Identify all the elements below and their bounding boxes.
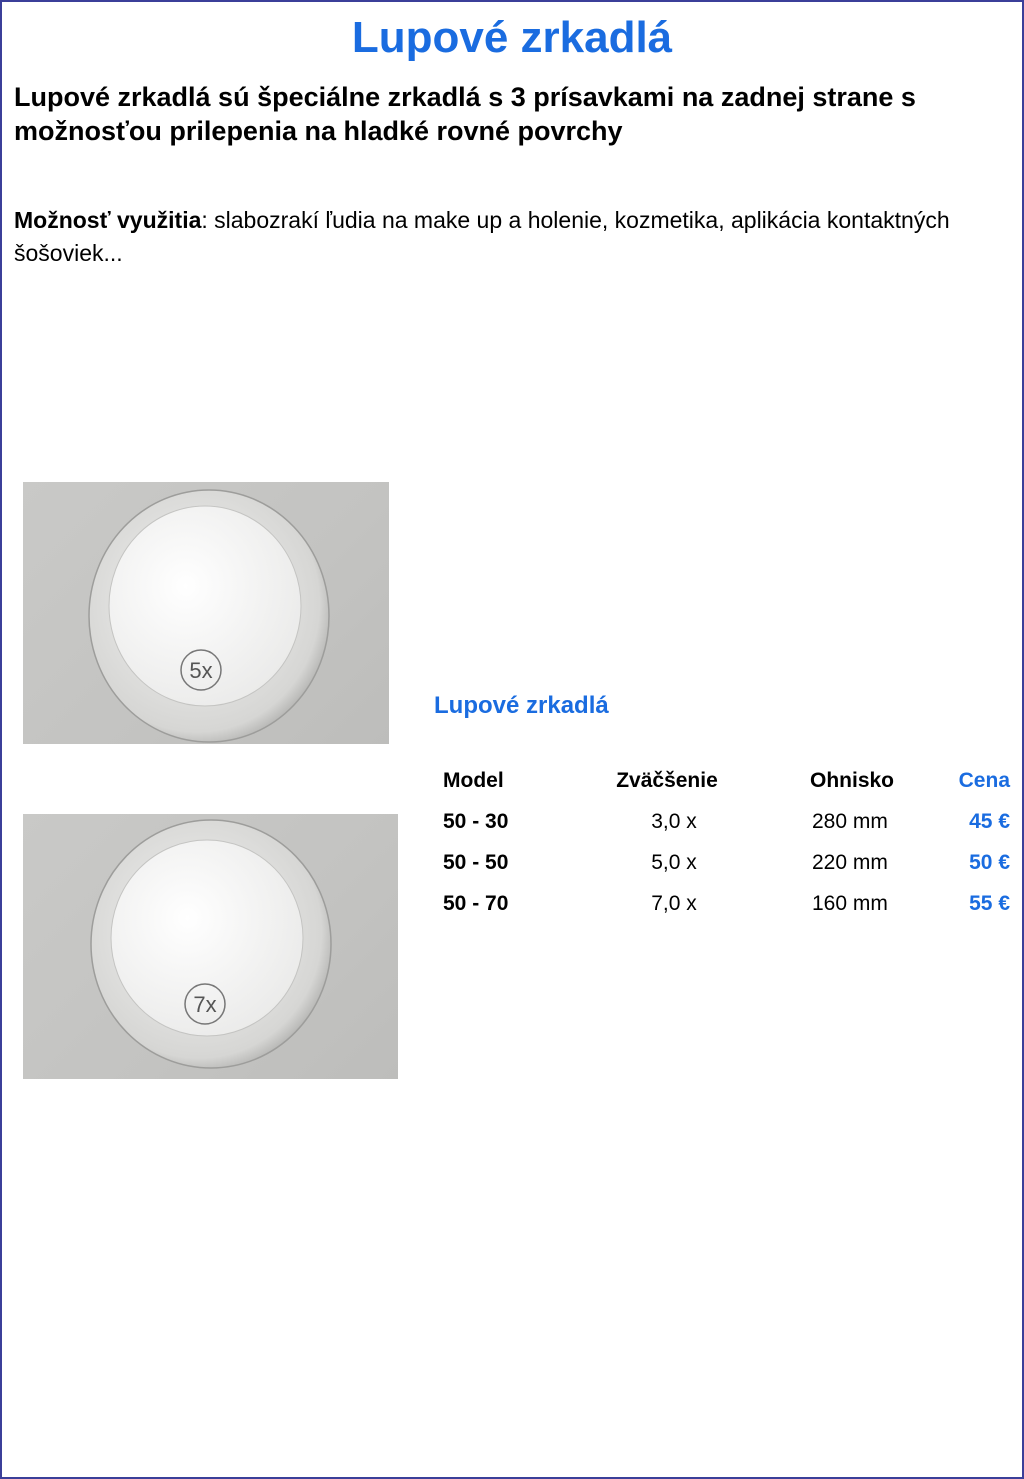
mirror-photo-5x bbox=[23, 482, 389, 744]
cell-focus: 280 mm bbox=[812, 810, 888, 833]
table-title: Lupové zrkadlá bbox=[434, 692, 609, 719]
cell-zoom: 5,0 x bbox=[651, 851, 697, 874]
page-title: Lupové zrkadlá bbox=[351, 13, 673, 62]
page-subtitle: Lupové zrkadlá sú špeciálne zrkadlá s 3 prísavkami na zadnej strane s možnosťou prilepenia na hladké rovné povrchy bbox=[14, 82, 916, 146]
cell-focus: 160 mm bbox=[812, 892, 888, 915]
cell-model: 50 - 50 bbox=[443, 851, 509, 874]
cell-price: 55 € bbox=[969, 892, 1010, 915]
table-row bbox=[434, 842, 1014, 883]
cell-price: 50 € bbox=[969, 851, 1010, 874]
badge-text: 5x bbox=[189, 658, 213, 683]
cell-zoom: 7,0 x bbox=[651, 892, 697, 915]
table-row bbox=[434, 883, 1014, 924]
header-price: Cena bbox=[958, 769, 1010, 792]
cell-zoom: 3,0 x bbox=[651, 810, 697, 833]
mirror-illustration bbox=[23, 814, 398, 1079]
header-zoom: Zväčšenie bbox=[616, 769, 718, 792]
mirror-illustration bbox=[23, 482, 389, 744]
header-model: Model bbox=[443, 769, 504, 792]
usage-description bbox=[14, 204, 1004, 270]
badge-text: 7x bbox=[193, 992, 217, 1017]
table-row bbox=[434, 801, 1014, 842]
header-focus: Ohnisko bbox=[810, 769, 895, 792]
cell-focus: 220 mm bbox=[812, 851, 888, 874]
spec-table bbox=[434, 760, 1014, 924]
usage-text: : slabozrakí ľudia na make up a holenie, kozmetika, aplikácia kontaktných šošoviek... bbox=[14, 207, 950, 266]
usage-label: Možnosť využitia bbox=[14, 207, 202, 233]
cell-model: 50 - 30 bbox=[443, 810, 509, 833]
cell-model: 50 - 70 bbox=[443, 892, 509, 915]
cell-price: 45 € bbox=[969, 810, 1010, 833]
table-header-row bbox=[434, 760, 1014, 801]
mirror-photo-7x bbox=[23, 814, 398, 1079]
